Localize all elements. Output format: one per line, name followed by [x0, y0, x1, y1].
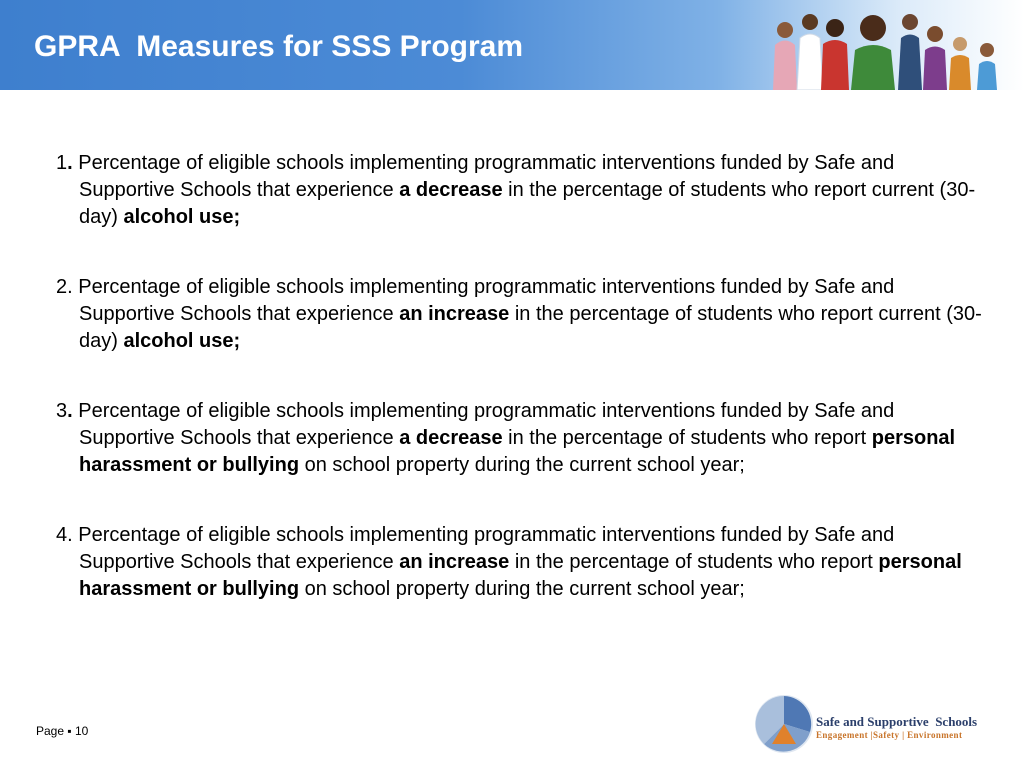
measure-item-2: 2. Percentage of eligible schools implementing programmatic interventions funded by Safe and Supportive Schools that experience an increase in the percentage of students who report current (30-day) alcohol use;: [56, 276, 982, 352]
measures-list: [56, 150, 986, 646]
measure-item-3: 3. Percentage of eligible schools implementing programmatic interventions funded by Safe and Supportive Schools that experience a decrease in the percentage of students who report personal harassment or bullying on school property during the current school year;: [56, 400, 956, 476]
title-banner: [0, 0, 1024, 90]
sss-logo: [752, 692, 1002, 758]
page-label: Page: [36, 724, 65, 738]
page-number-value: 10: [74, 724, 89, 738]
students-group-image: [755, 0, 1015, 90]
bullet-icon: ▪: [67, 724, 72, 738]
slide-title: GPRA Measures for SSS Program: [34, 30, 524, 63]
measure-item-1: 1. Percentage of eligible schools implementing programmatic interventions funded by Safe and Supportive Schools that experience a decrease in the percentage of students who report current (30-day) alcohol use;: [56, 152, 976, 228]
logo-tagline: Engagement |Safety | Environment: [816, 730, 963, 740]
measure-item-4: 4. Percentage of eligible schools implementing programmatic interventions funded by Safe and Supportive Schools that experience an increase in the percentage of students who report personal harassment or bullying on school property during the current school year;: [56, 524, 962, 600]
page-number: [36, 724, 88, 738]
sss-logo-icon: [752, 692, 816, 756]
logo-name: Safe and Supportive Schools: [816, 714, 978, 729]
